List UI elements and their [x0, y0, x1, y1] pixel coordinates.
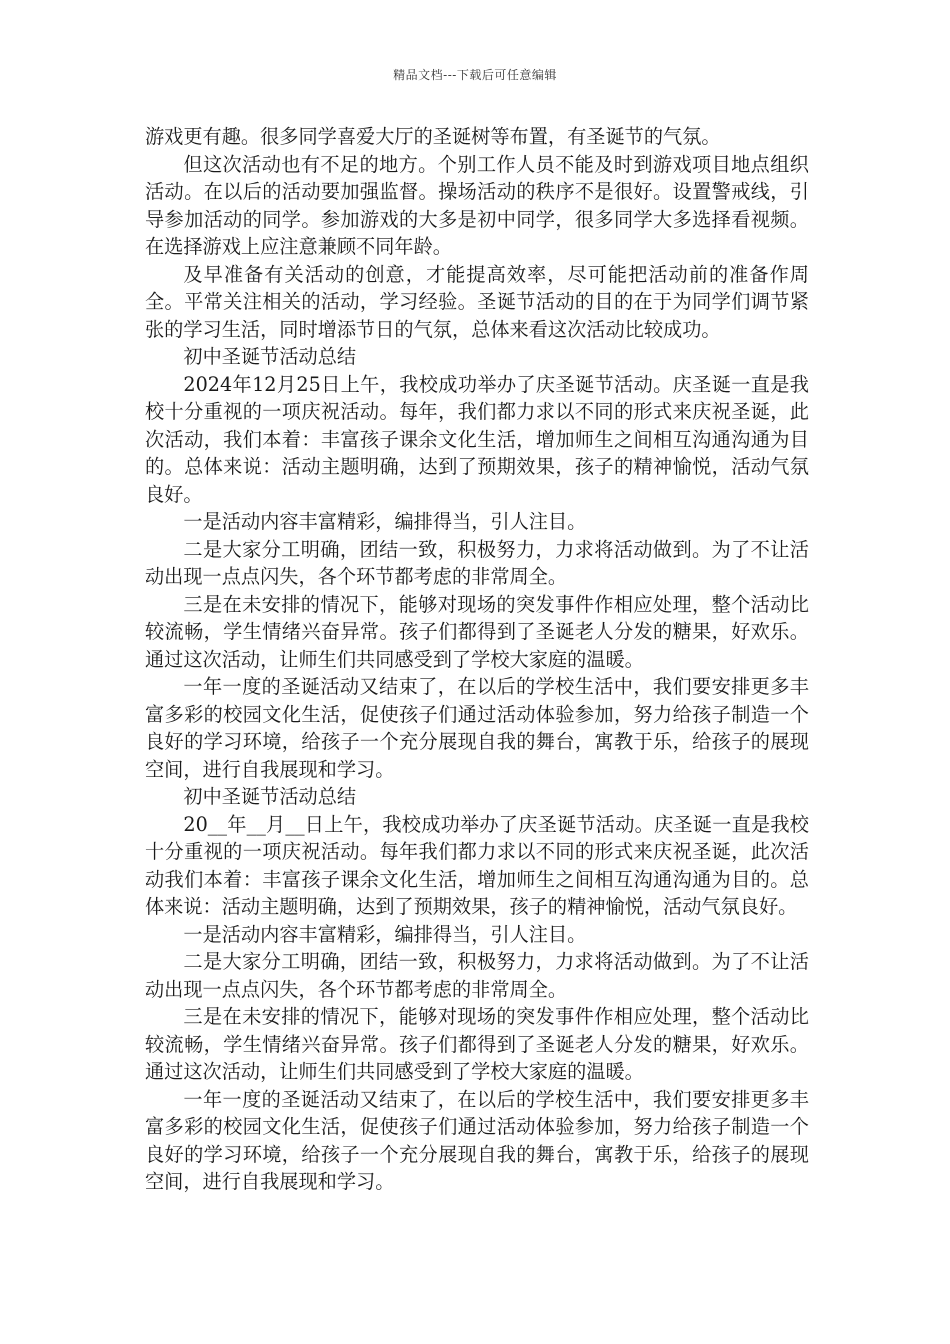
paragraph: 一年一度的圣诞活动又结束了，在以后的学校生活中，我们要安排更多丰富多彩的校园文化生活，促使孩子们通过活动体验参加，努力给孩子制造一个良好的学习环境，给孩子一个充分展现自我的舞台，寓教于乐，给孩子的展现空间，进行自我展现和学习。	[145, 675, 809, 781]
paragraph: 2024年12月25日上午，我校成功举办了庆圣诞节活动。庆圣诞一直是我校十分重视的一项庆祝活动。每年，我们都力求以不同的形式来庆祝圣诞，此次活动，我们本着：丰富孩子课余文化生活，增加师生之间相互沟通沟通为目的。总体来说：活动主题明确，达到了预期效果，孩子的精神愉悦，活动气氛良好。	[145, 372, 809, 506]
paragraph: 游戏更有趣。很多同学喜爱大厅的圣诞树等布置，有圣诞节的气氛。	[145, 125, 721, 148]
paragraph: 20__年__月__日上午，我校成功举办了庆圣诞节活动。庆圣诞一直是我校十分重视的一项庆祝活动。每年我们都力求以不同的形式来庆祝圣诞，此次活动我们本着：丰富孩子课余文化生活，增加师生之间相互沟通沟通为目的。总体来说：活动主题明确，达到了预期效果，孩子的精神愉悦，活动气氛良好。	[145, 812, 809, 918]
paragraph: 二是大家分工明确，团结一致，积极努力，力求将活动做到。为了不让活动出现一点点闪失，各个环节都考虑的非常周全。	[145, 537, 809, 588]
section-title: 初中圣诞节活动总结	[183, 345, 357, 368]
document-body	[145, 123, 809, 1196]
section-title: 初中圣诞节活动总结	[183, 785, 357, 808]
paragraph: 但这次活动也有不足的地方。个别工作人员不能及时到游戏项目地点组织活动。在以后的活动要加强监督。操场活动的秩序不是很好。设置警戒线，引导参加活动的同学。参加游戏的大多是初中同学，很多同学大多选择看视频。在选择游戏上应注意兼顾不同年龄。	[145, 152, 809, 258]
paragraph: 三是在未安排的情况下，能够对现场的突发事件作相应处理，整个活动比较流畅，学生情绪兴奋异常。孩子们都得到了圣诞老人分发的糖果，好欢乐。通过这次活动，让师生们共同感受到了学校大家庭的温暖。	[145, 1005, 809, 1083]
paragraph: 二是大家分工明确，团结一致，积极努力，力求将活动做到。为了不让活动出现一点点闪失，各个环节都考虑的非常周全。	[145, 950, 809, 1001]
paragraph: 一是活动内容丰富精彩，编排得当，引人注目。	[183, 510, 587, 533]
page-header: 精品文档---下载后可任意编辑	[393, 68, 557, 82]
paragraph: 一是活动内容丰富精彩，编排得当，引人注目。	[183, 922, 587, 946]
paragraph: 及早准备有关活动的创意，才能提高效率，尽可能把活动前的准备作周全。平常关注相关的活动，学习经验。圣诞节活动的目的在于为同学们调节紧张的学习生活，同时增添节日的气氛，总体来看这次活动比较成功。	[145, 262, 809, 341]
paragraph: 一年一度的圣诞活动又结束了，在以后的学校生活中，我们要安排更多丰富多彩的校园文化生活，促使孩子们通过活动体验参加，努力给孩子制造一个良好的学习环境，给孩子一个充分展现自我的舞台，寓教于乐，给孩子的展现空间，进行自我展现和学习。	[145, 1087, 809, 1193]
paragraph: 三是在未安排的情况下，能够对现场的突发事件作相应处理，整个活动比较流畅，学生情绪兴奋异常。孩子们都得到了圣诞老人分发的糖果，好欢乐。通过这次活动，让师生们共同感受到了学校大家庭的温暖。	[145, 592, 809, 671]
